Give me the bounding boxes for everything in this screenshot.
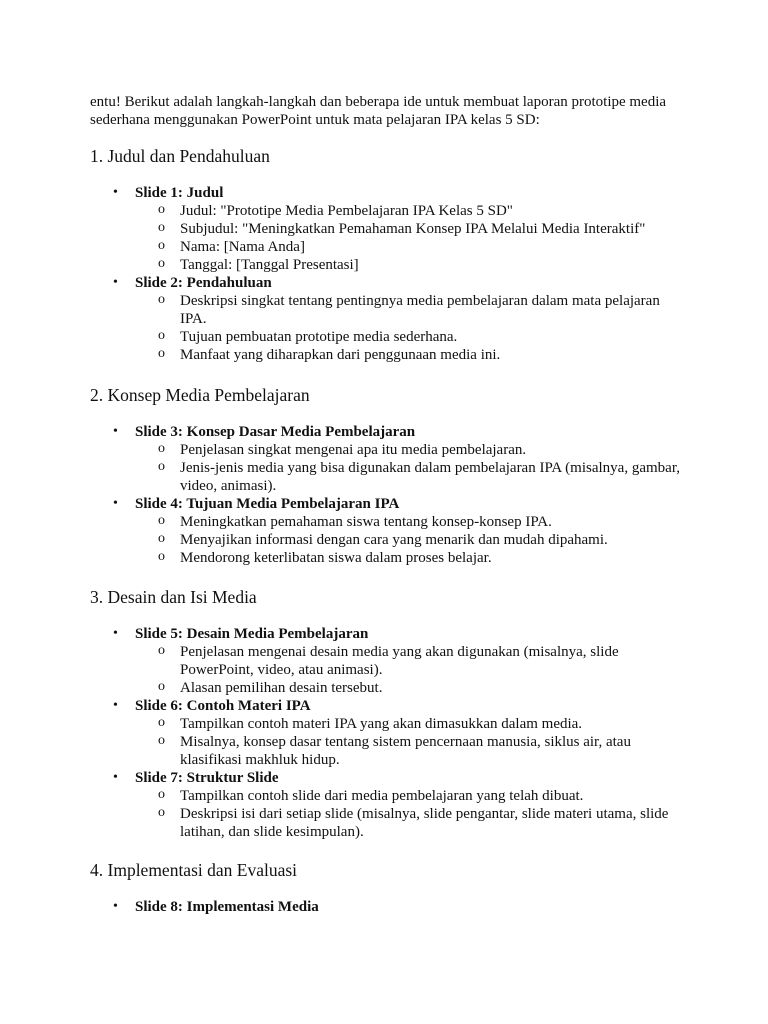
list-item xyxy=(90,513,690,531)
slide-title: Slide 4: Tujuan Media Pembelajaran IPA xyxy=(135,496,400,512)
list-item-text: Menyajikan informasi dengan cara yang menarik dan mudah dipahami. xyxy=(180,532,608,548)
list-item-text: Tampilkan contoh slide dari media pembelajaran yang telah dibuat. xyxy=(180,788,584,804)
list-item xyxy=(90,715,690,733)
bullet-icon: • xyxy=(113,424,118,439)
list-item xyxy=(90,787,690,805)
list-item xyxy=(90,238,690,256)
slide-item xyxy=(90,495,690,513)
list-item xyxy=(90,202,690,220)
circle-bullet-icon: o xyxy=(158,531,165,546)
slide-title: Slide 1: Judul xyxy=(135,185,224,201)
circle-bullet-icon: o xyxy=(158,346,165,361)
list-item-text: Penjelasan singkat mengenai apa itu media pembelajaran. xyxy=(180,442,527,458)
list-item-text: Jenis-jenis media yang bisa digunakan dalam pembelajaran IPA (misalnya, gambar, video, animasi). xyxy=(180,460,680,494)
list-item-text: Mendorong keterlibatan siswa dalam proses belajar. xyxy=(180,550,492,566)
list-item-text: Deskripsi isi dari setiap slide (misalnya, slide pengantar, slide materi utama, slide latihan, dan slide kesimpulan). xyxy=(180,806,669,840)
section-4-list xyxy=(90,898,690,916)
slide-title: Slide 2: Pendahuluan xyxy=(135,275,272,291)
list-item xyxy=(90,441,690,459)
bullet-icon: • xyxy=(113,275,118,290)
section-heading-4: 4. Implementasi dan Evaluasi xyxy=(90,860,298,880)
circle-bullet-icon: o xyxy=(158,441,165,456)
intro-paragraph: entu! Berikut adalah langkah-langkah dan beberapa ide untuk membuat laporan prototipe media sederhana menggunakan PowerPoint untuk mata pelajaran IPA kelas 5 SD: xyxy=(90,94,667,128)
slide-item xyxy=(90,898,690,916)
slide-item xyxy=(90,625,690,643)
list-item-text: Meningkatkan pemahaman siswa tentang konsep-konsep IPA. xyxy=(180,514,552,530)
list-item-text: Subjudul: "Meningkatkan Pemahaman Konsep IPA Melalui Media Interaktif" xyxy=(180,221,646,237)
circle-bullet-icon: o xyxy=(158,787,165,802)
section-heading-3: 3. Desain dan Isi Media xyxy=(90,587,257,607)
list-item-text: Misalnya, konsep dasar tentang sistem pencernaan manusia, siklus air, atau klasifikasi makhluk hidup. xyxy=(180,734,631,768)
list-item-text: Deskripsi singkat tentang pentingnya media pembelajaran dalam mata pelajaran IPA. xyxy=(180,293,660,327)
list-item xyxy=(90,256,690,274)
slide-title: Slide 3: Konsep Dasar Media Pembelajaran xyxy=(135,424,416,440)
slide-item xyxy=(90,697,690,715)
circle-bullet-icon: o xyxy=(158,679,165,694)
circle-bullet-icon: o xyxy=(158,328,165,343)
slide-title: Slide 5: Desain Media Pembelajaran xyxy=(135,626,369,642)
list-item-text: Tanggal: [Tanggal Presentasi] xyxy=(180,257,359,273)
circle-bullet-icon: o xyxy=(158,715,165,730)
circle-bullet-icon: o xyxy=(158,202,165,217)
list-item xyxy=(90,220,690,238)
bullet-icon: • xyxy=(113,496,118,511)
list-item-text: Alasan pemilihan desain tersebut. xyxy=(180,680,383,696)
bullet-icon: • xyxy=(113,899,118,914)
list-item xyxy=(90,549,690,567)
list-item xyxy=(90,292,690,328)
list-item-text: Judul: "Prototipe Media Pembelajaran IPA Kelas 5 SD" xyxy=(180,203,513,219)
slide-item xyxy=(90,184,690,202)
list-item-text: Manfaat yang diharapkan dari penggunaan media ini. xyxy=(180,347,501,363)
circle-bullet-icon: o xyxy=(158,220,165,235)
bullet-icon: • xyxy=(113,770,118,785)
list-item xyxy=(90,733,690,769)
section-heading-2: 2. Konsep Media Pembelajaran xyxy=(90,385,310,405)
list-item xyxy=(90,328,690,346)
bullet-icon: • xyxy=(113,626,118,641)
list-item xyxy=(90,679,690,697)
section-heading-1: 1. Judul dan Pendahuluan xyxy=(90,146,270,166)
slide-item xyxy=(90,423,690,441)
circle-bullet-icon: o xyxy=(158,256,165,271)
circle-bullet-icon: o xyxy=(158,459,165,474)
list-item-text: Nama: [Nama Anda] xyxy=(180,239,305,255)
slide-item xyxy=(90,274,690,292)
circle-bullet-icon: o xyxy=(158,292,165,307)
slide-title: Slide 7: Struktur Slide xyxy=(135,770,279,786)
circle-bullet-icon: o xyxy=(158,238,165,253)
list-item-text: Tujuan pembuatan prototipe media sederhana. xyxy=(180,329,458,345)
list-item xyxy=(90,346,690,364)
list-item-text: Tampilkan contoh materi IPA yang akan dimasukkan dalam media. xyxy=(180,716,583,732)
circle-bullet-icon: o xyxy=(158,805,165,820)
circle-bullet-icon: o xyxy=(158,549,165,564)
section-1-list xyxy=(90,184,690,364)
slide-item xyxy=(90,769,690,787)
slide-title: Slide 6: Contoh Materi IPA xyxy=(135,698,311,714)
list-item xyxy=(90,643,690,679)
slide-title: Slide 8: Implementasi Media xyxy=(135,899,319,915)
list-item xyxy=(90,459,690,495)
list-item xyxy=(90,805,690,841)
circle-bullet-icon: o xyxy=(158,733,165,748)
circle-bullet-icon: o xyxy=(158,513,165,528)
bullet-icon: • xyxy=(113,185,118,200)
list-item-text: Penjelasan mengenai desain media yang akan digunakan (misalnya, slide PowerPoint, video, atau animasi). xyxy=(180,644,619,678)
bullet-icon: • xyxy=(113,698,118,713)
section-3-list xyxy=(90,625,690,841)
section-2-list xyxy=(90,423,690,567)
list-item xyxy=(90,531,690,549)
circle-bullet-icon: o xyxy=(158,643,165,658)
